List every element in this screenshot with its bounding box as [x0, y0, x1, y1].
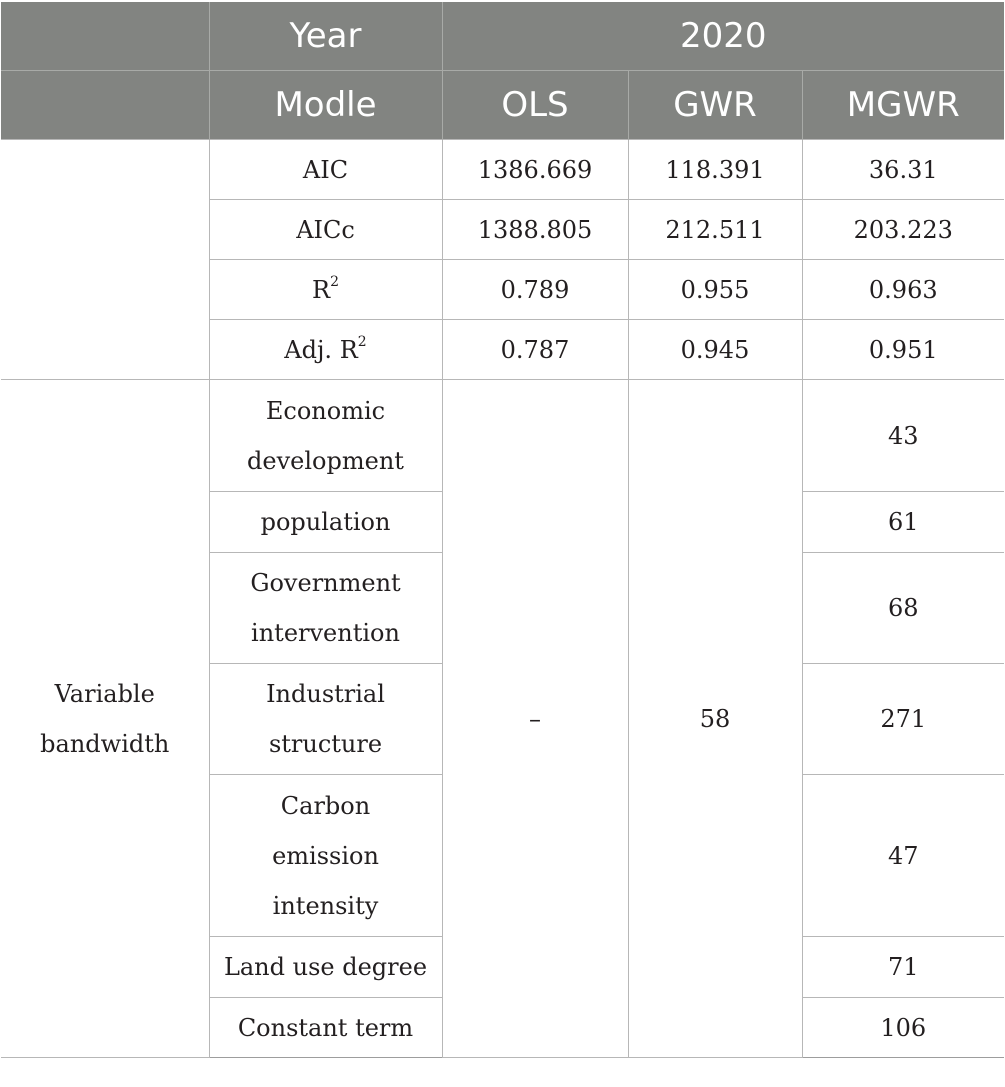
- variable-label: Industrial structure: [209, 664, 442, 775]
- variable-label: Land use degree: [209, 937, 442, 998]
- group-empty-cell: [1, 140, 209, 380]
- ols-value: 0.787: [442, 320, 628, 380]
- metric-label-text: Adj. R: [284, 335, 358, 364]
- header-model-gwr: GWR: [628, 71, 802, 140]
- metric-label-sup: 2: [330, 273, 339, 290]
- gwr-bandwidth-value: 58: [628, 380, 802, 1058]
- gwr-value: 118.391: [628, 140, 802, 200]
- mgwr-value: 36.31: [802, 140, 1004, 200]
- ols-bandwidth-value: –: [442, 380, 628, 1058]
- header-year-label: Year: [209, 2, 442, 71]
- header-model-ols: OLS: [442, 71, 628, 140]
- header-row-year: [1, 2, 1004, 71]
- mgwr-value: 203.223: [802, 200, 1004, 260]
- ols-value: 1386.669: [442, 140, 628, 200]
- gwr-value: 0.945: [628, 320, 802, 380]
- bandwidth-group-label: Variable bandwidth: [1, 380, 209, 1058]
- mgwr-bandwidth-value: 43: [802, 380, 1004, 492]
- header-empty-cell: [1, 2, 209, 71]
- table-row: [1, 380, 1004, 492]
- mgwr-bandwidth-value: 47: [802, 775, 1004, 937]
- metric-label: [209, 320, 442, 380]
- variable-label: Constant term: [209, 998, 442, 1058]
- variable-label: population: [209, 492, 442, 553]
- ols-value: 1388.805: [442, 200, 628, 260]
- gwr-value: 0.955: [628, 260, 802, 320]
- mgwr-bandwidth-value: 106: [802, 998, 1004, 1058]
- mgwr-bandwidth-value: 68: [802, 553, 1004, 664]
- header-model-label: Modle: [209, 71, 442, 140]
- mgwr-bandwidth-value: 61: [802, 492, 1004, 553]
- mgwr-value: 0.951: [802, 320, 1004, 380]
- metric-label-text: R: [312, 275, 331, 304]
- ols-value: 0.789: [442, 260, 628, 320]
- table-row: [1, 140, 1004, 200]
- metric-label: [209, 200, 442, 260]
- metric-label-text: AICc: [296, 215, 355, 244]
- metric-label-sup: 2: [357, 333, 367, 350]
- mgwr-bandwidth-value: 71: [802, 937, 1004, 998]
- results-table: [1, 2, 1004, 1058]
- metric-label: [209, 260, 442, 320]
- gwr-value: 212.511: [628, 200, 802, 260]
- mgwr-bandwidth-value: 271: [802, 664, 1004, 775]
- header-year-value: 2020: [442, 2, 1004, 71]
- metric-label-text: AIC: [302, 155, 349, 184]
- header-row-model: [1, 71, 1004, 140]
- metric-label: [209, 140, 442, 200]
- mgwr-value: 0.963: [802, 260, 1004, 320]
- header-model-mgwr: MGWR: [802, 71, 1004, 140]
- variable-label: Economic development: [209, 380, 442, 492]
- header-empty-cell: [1, 71, 209, 140]
- variable-label: Government intervention: [209, 553, 442, 664]
- variable-label: Carbon emission intensity: [209, 775, 442, 937]
